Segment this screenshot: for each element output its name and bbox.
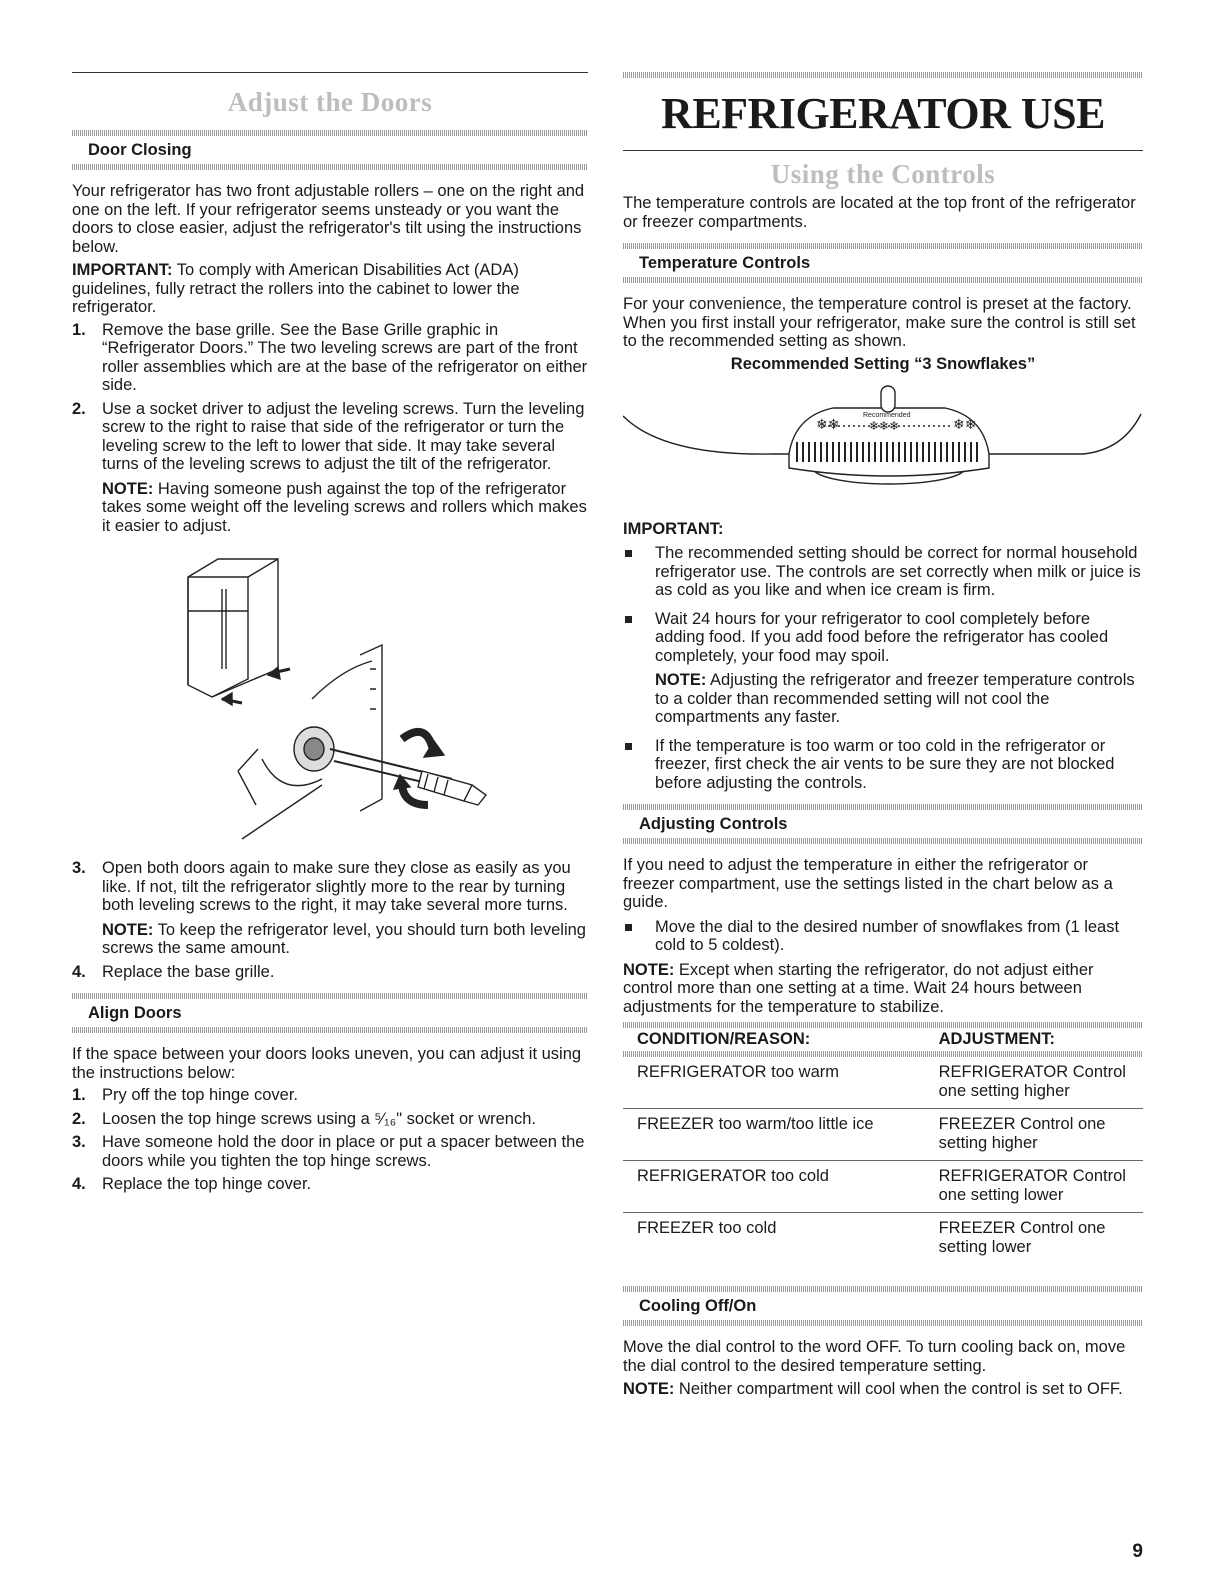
step-text: Replace the base grille. bbox=[102, 962, 275, 981]
bullet-square-icon bbox=[625, 550, 632, 557]
table-cell: FREEZER Control one setting lower bbox=[938, 1219, 1106, 1256]
adjusting-note bbox=[623, 961, 1143, 1017]
step-number: 3. bbox=[72, 1133, 86, 1151]
step-number: 4. bbox=[72, 1175, 86, 1193]
hatch-divider bbox=[72, 164, 588, 170]
bullet-note bbox=[655, 671, 1143, 727]
adjusting-controls-text: If you need to adjust the temperature in either the refrigerator or freezer compartment, use the settings listed in the chart below as a guide. bbox=[623, 856, 1113, 911]
hatch-divider bbox=[623, 72, 1143, 78]
bullet-square-icon bbox=[625, 616, 632, 623]
hatch-divider bbox=[623, 277, 1143, 283]
left-column bbox=[72, 0, 588, 1199]
list-item bbox=[72, 400, 588, 536]
table-header: CONDITION/REASON: bbox=[637, 1030, 811, 1048]
step-text: Replace the top hinge cover. bbox=[102, 1175, 312, 1193]
snowflake-icon: ❄❄ bbox=[816, 416, 840, 433]
bullet-text: The recommended setting should be correct for normal household refrigerator use. The controls are set correctly when milk or juice is as cold as you like and when ice cream is firm. bbox=[655, 544, 1141, 599]
important-bullets bbox=[623, 544, 1143, 792]
important-label-para bbox=[623, 520, 1143, 539]
step-text: Remove the base grille. See the Base Grille graphic in “Refrigerator Doors.” The two leveling screws are part of the front roller assemblies which are at the base of the refrigerator on either side. bbox=[102, 320, 588, 394]
step-number: 1. bbox=[72, 320, 86, 339]
step-text: Pry off the top hinge cover. bbox=[102, 1086, 298, 1104]
bullet-text: If the temperature is too warm or too cold in the refrigerator or freezer, first check the air vents to be sure they are not blocked before adjusting the controls. bbox=[655, 736, 1115, 792]
table-cell: REFRIGERATOR too warm bbox=[623, 1057, 925, 1109]
table-cell: FREEZER Control one setting higher bbox=[925, 1109, 1143, 1161]
note-text: Except when starting the refrigerator, do not adjust either control more than one setting at a time. Wait 24 hours between adjustments for the temperature to stabilize. bbox=[623, 960, 1094, 1016]
dial-recommended-label: Recommended bbox=[863, 411, 911, 419]
note-label: NOTE: bbox=[623, 1380, 675, 1398]
note-text: Adjusting the refrigerator and freezer temperature controls to a colder than recommended setting will not cool the compartments any faster. bbox=[655, 671, 1135, 726]
hatch-divider bbox=[623, 838, 1143, 844]
step-text: Open both doors again to make sure they close as easily as you like. If not, tilt the refrigerator slightly more to the rear by turning both leveling screws to the right, it may take several more turns. bbox=[102, 859, 571, 914]
right-column bbox=[623, 0, 1143, 1399]
step-text: Loosen the top hinge screws using a ⁵⁄₁₆" socket or wrench. bbox=[102, 1109, 536, 1128]
bullet-square-icon bbox=[625, 743, 632, 750]
hatch-divider bbox=[623, 1286, 1143, 1292]
align-doors-steps bbox=[72, 1086, 588, 1194]
step-number: 1. bbox=[72, 1086, 86, 1104]
list-item bbox=[623, 610, 1143, 727]
bullet-text: Move the dial to the desired number of snowflakes from (1 least cold to 5 coldest). bbox=[655, 917, 1120, 954]
temperature-controls-text: For your convenience, the temperature control is preset at the factory. When you first install your refrigerator, make sure the control is still set to the recommended setting as shown. bbox=[623, 295, 1136, 350]
note-text: To keep the refrigerator level, you should turn both leveling screws the same amount. bbox=[102, 920, 586, 957]
subheading-cooling-off-on: Cooling Off/On bbox=[639, 1297, 757, 1315]
leveling-illustration bbox=[72, 549, 588, 849]
cooling-note bbox=[623, 1380, 1143, 1399]
list-item bbox=[72, 321, 588, 395]
table-row bbox=[623, 1057, 1143, 1109]
list-item bbox=[72, 1110, 588, 1129]
controls-intro: The temperature controls are located at the top front of the refrigerator or freezer compartments. bbox=[623, 194, 1136, 231]
step-number: 4. bbox=[72, 962, 86, 981]
dial-illustration bbox=[623, 384, 1143, 504]
important-text: To comply with American Disabilities Act (ADA) guidelines, fully retract the rollers into the cabinet to lower the refrigerator. bbox=[72, 261, 520, 316]
step-text: Use a socket driver to adjust the leveling screws. Turn the leveling screw to the right to raise that side of the refrigerator or turn the leveling screw to the left to lower that side. It may take several turns of the leveling screws to adjust the tilt of the refrigerator. bbox=[102, 399, 585, 473]
table-cell: FREEZER too warm/too little ice bbox=[623, 1109, 925, 1161]
step-note bbox=[102, 480, 588, 536]
note-label: NOTE: bbox=[102, 479, 154, 498]
adjusting-bullets bbox=[623, 918, 1143, 955]
table-header-row bbox=[623, 1028, 1143, 1051]
table-cell: FREEZER too cold bbox=[637, 1219, 777, 1237]
top-rule bbox=[72, 72, 588, 73]
list-item bbox=[72, 1086, 588, 1105]
section-title-adjust-doors: Adjust the Doors bbox=[227, 87, 433, 117]
note-text: Neither compartment will cool when the control is set to OFF. bbox=[674, 1380, 1123, 1398]
table-row bbox=[623, 1109, 1143, 1161]
title-rule bbox=[623, 150, 1143, 151]
table-header: ADJUSTMENT: bbox=[938, 1030, 1056, 1048]
hatch-divider bbox=[72, 130, 588, 136]
hatch-divider bbox=[623, 804, 1143, 810]
note-text: Having someone push against the top of the refrigerator takes some weight off the leveling screws and rollers which makes it easier to adjust. bbox=[102, 479, 587, 535]
list-item bbox=[72, 1133, 588, 1170]
section-title-using-controls: Using the Controls bbox=[770, 159, 996, 189]
list-item bbox=[72, 963, 588, 982]
subheading-temperature-controls: Temperature Controls bbox=[639, 254, 811, 272]
bullet-text: Wait 24 hours for your refrigerator to cool completely before adding food. If you add food before the refrigerator has cooled completely, your food may spoil. bbox=[655, 609, 1109, 665]
align-doors-intro: If the space between your doors looks uneven, you can adjust it using the instructions below: bbox=[72, 1045, 582, 1082]
cooling-text: Move the dial control to the word OFF. To turn cooling back on, move the dial control to the desired temperature setting. bbox=[623, 1338, 1126, 1375]
hatch-divider bbox=[72, 993, 588, 999]
step-text: Have someone hold the door in place or put a spacer between the doors while you tighten the top hinge screws. bbox=[102, 1133, 585, 1170]
list-item bbox=[72, 859, 588, 958]
step-number: 2. bbox=[72, 399, 86, 418]
important-paragraph bbox=[72, 261, 588, 317]
table-row bbox=[623, 1161, 1143, 1213]
door-closing-steps-a bbox=[72, 321, 588, 536]
recommended-setting: Recommended Setting “3 Snowflakes” bbox=[730, 354, 1036, 373]
step-note bbox=[102, 921, 588, 958]
snowflake-icon: ❄❄❄ bbox=[869, 418, 900, 433]
page-title: REFRIGERATOR USE bbox=[661, 89, 1105, 138]
step-number: 3. bbox=[72, 859, 86, 877]
note-label: NOTE: bbox=[102, 920, 154, 939]
table-cell: REFRIGERATOR Control one setting lower bbox=[925, 1161, 1143, 1213]
subheading-align-doors: Align Doors bbox=[88, 1004, 182, 1022]
note-label: NOTE: bbox=[623, 960, 675, 979]
table-cell: REFRIGERATOR too cold bbox=[623, 1161, 925, 1213]
bullet-square-icon bbox=[625, 924, 632, 931]
table-cell: REFRIGERATOR Control one setting higher bbox=[925, 1057, 1143, 1109]
subheading-adjusting-controls: Adjusting Controls bbox=[639, 815, 788, 833]
note-label: NOTE: bbox=[655, 671, 707, 689]
page-number: 9 bbox=[1132, 1541, 1143, 1562]
hatch-divider bbox=[623, 1320, 1143, 1326]
important-label: IMPORTANT: bbox=[623, 519, 724, 538]
hatch-divider bbox=[72, 1027, 588, 1033]
list-item bbox=[72, 1175, 588, 1194]
door-closing-steps-b bbox=[72, 859, 588, 981]
table-row bbox=[623, 1213, 1143, 1265]
door-closing-intro: Your refrigerator has two front adjustable rollers – one on the right and one on the left. If your refrigerator seems unsteady or you want the doors to close easier, adjust the refrigerator's tilt using the instructions below. bbox=[72, 182, 585, 256]
list-item bbox=[623, 918, 1143, 955]
subheading-door-closing: Door Closing bbox=[88, 141, 192, 159]
adjustment-table bbox=[623, 1028, 1143, 1264]
list-item bbox=[623, 737, 1143, 793]
list-item bbox=[623, 544, 1143, 600]
important-label: IMPORTANT: bbox=[72, 261, 173, 279]
snowflake-icon: ❄❄ bbox=[953, 416, 977, 433]
hatch-divider bbox=[623, 243, 1143, 249]
step-number: 2. bbox=[72, 1109, 86, 1128]
